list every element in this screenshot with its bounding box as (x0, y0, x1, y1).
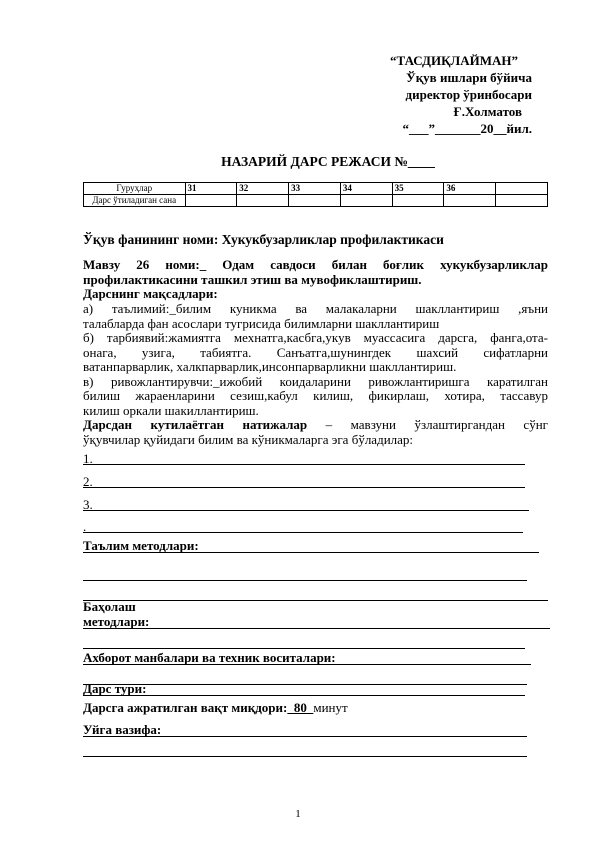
table-row (84, 195, 548, 207)
goal-a-line2: талабларда фан асослари тугрисида билимларни шакллантириш (83, 315, 440, 331)
methods-field: Таълим методлари: (83, 538, 539, 553)
outcome-item: . (83, 518, 523, 533)
approval-line1: Ўқув ишлари бўйича (406, 70, 532, 85)
goal-b-line2: онага, узига, табиятга. Санъатга,шунингдек шахсий сифатларни (83, 344, 548, 360)
topic-line2: профилактикасини ташкил этиш ва мувофиклаштириш. (83, 271, 422, 287)
goals-heading: Дарснинг мақсадлари: (83, 286, 218, 301)
goal-c-line1: в) ривожлантирувчи:_ижобий коидаларини ривожлантиришга каратилган (83, 373, 548, 389)
table-row (84, 183, 548, 195)
goal-c-line2: билиш жараенларини сезиш,кабул килиш, фикирлаш, хотира, тассавур (83, 388, 548, 403)
assessment-line[interactable] (83, 634, 525, 649)
group-cell: 36 (444, 183, 496, 195)
outcomes-block (83, 418, 548, 447)
approval-block (0, 52, 532, 137)
time-unit: минут (313, 700, 348, 715)
outcome-item: 3. (83, 496, 529, 511)
time-value[interactable]: 80 (293, 700, 307, 715)
resources-field: Ахборот манбалари ва техник воситалари: (83, 650, 531, 665)
subject-line: Ўқув фанининг номи: Хукукбузарликлар профилактикаси (83, 232, 444, 247)
approval-line2: директор ўринбосари (405, 87, 532, 102)
date-cell[interactable] (340, 195, 392, 207)
outcomes-line1: Дарсдан кутилаётган натижалар – мавзуни ўзлаштиргандан сўнг (83, 417, 548, 432)
date-cell[interactable] (444, 195, 496, 207)
group-cell: 33 (289, 183, 341, 195)
group-cell: 35 (392, 183, 444, 195)
homework-field: Уйга вазифа: (83, 722, 527, 737)
methods-line[interactable] (83, 586, 548, 601)
date-cell[interactable] (496, 195, 548, 207)
date-cell[interactable] (237, 195, 289, 207)
date-cell[interactable] (392, 195, 444, 207)
date-label: Дарс ўтиладиган сана (84, 195, 186, 207)
methods-line[interactable] (83, 566, 527, 581)
approval-name: Ғ.Холматов (453, 104, 522, 119)
outcomes-line2: ўқувчилар қуйидаги билим ва кўникмаларга эга бўладилар: (83, 431, 414, 447)
group-table (83, 182, 548, 207)
topic-line1: Мавзу 26 номи:_ Одам савдоси билан боғлик хукукбузарликлар (83, 257, 548, 272)
group-label: Гуруҳлар (84, 183, 186, 195)
approval-heading: “ТАСДИҚЛАЙМАН” (390, 53, 518, 68)
date-cell[interactable] (185, 195, 237, 207)
group-cell: 34 (340, 183, 392, 195)
goals-block (83, 302, 548, 418)
page-number: 1 (295, 808, 301, 820)
goal-a-line1: а) таълимий:_билим куникма ва малакаларни шакллантириш ,яъни (83, 301, 548, 316)
outcome-item: 2. (83, 473, 525, 488)
homework-line[interactable] (83, 742, 527, 757)
group-cell (496, 183, 548, 195)
page-title: НАЗАРИЙ ДАРС РЕЖАСИ №____ (221, 154, 435, 169)
time-field: Дарсга ажратилган вақт миқдори: 80 минут (83, 700, 348, 715)
approval-date: “___”_______20__йил. (402, 121, 532, 136)
assessment-field: методлари: (83, 614, 550, 629)
goal-b-line3: ватанпарварлик, халкпарварлик,инсонпарварликни шакллантириш. (83, 359, 457, 374)
goal-b-line1: б) тарбиявий:жамиятга мехнатга,касбга,укув муассасига дарсга, фанга,ота- (83, 330, 548, 345)
topic-block (83, 258, 548, 302)
outcome-item: 1. (83, 450, 525, 465)
lesson-type-field: Дарс тури: (83, 681, 525, 696)
group-cell: 32 (237, 183, 289, 195)
assessment-label: Баҳолаш (83, 599, 136, 614)
date-cell[interactable] (289, 195, 341, 207)
group-cell: 31 (185, 183, 237, 195)
goal-c-line3: килиш оркали шакиллантириш. (83, 402, 259, 418)
